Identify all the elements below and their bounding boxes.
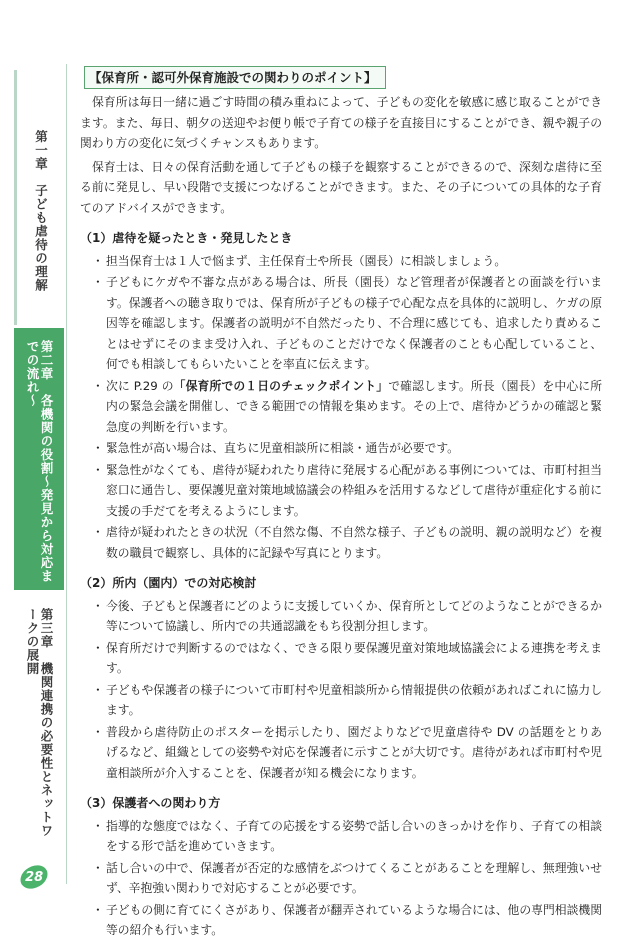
chapter-tab-2-active[interactable] (14, 328, 64, 590)
list-item: ・ 話し合いの中で、保護者が否定的な感情をぶつけてくることがあることを理解し、無理強いせず、辛抱強い関わりで対応することが必要です。 (96, 858, 602, 899)
list-item: ・ 担当保育士は１人で悩まず、主任保育士や所長（園長）に相談しましょう。 (96, 251, 602, 272)
section-heading: （2）所内（園内）での対応検討 (80, 576, 257, 590)
list-item: ・ 指導的な態度ではなく、子育ての応援をする姿勢で話し合いのきっかけを作り、子育ての相談をする形で話を進めていきます。 (96, 816, 602, 857)
chapter-tab-1[interactable] (14, 70, 64, 325)
chapter-tab-3[interactable] (14, 600, 64, 845)
list-item: ・ 普段から虐待防止のポスターを掲示したり、園だよりなどで児童虐待や DV の話題をとりあげるなど、組織としての姿勢や対応を保護者に示すことが大切です。虐待があれば市町村や児童相談所が介入することを、保護者が知る機会になります。 (96, 722, 602, 784)
chapter-tab-label: 第一章 子ども虐待の理解 (33, 130, 49, 292)
list-item: ・ 保育所だけで判断するのではなく、できる限り要保護児童対策地域協議会による連携を考えます。 (96, 638, 602, 679)
page-number-leaf-icon (18, 863, 50, 890)
margin-guide-line (66, 64, 67, 884)
section-title-box: 【保育所・認可外保育施設での関わりのポイント】 (84, 66, 386, 89)
page-content (80, 66, 602, 942)
section-heading: （1）虐待を疑ったとき・発見したとき (80, 231, 293, 245)
intro-paragraph: 保育所は毎日一緒に過ごす時間の積み重ねによって、子どもの変化を敏感に感じ取ることができます。また、毎日、朝夕の送迎やお便り帳で子育ての様子を直接目にすることができ、親や親子の関わり方の変化に気づくチャンスもあります。 (80, 95, 602, 150)
bullet-list (96, 251, 602, 564)
list-item: ・ 緊急性がなくても、虐待が疑われたり虐待に発展する心配がある事例については、市町村担当窓口に通告し、要保護児童対策地域協議会の枠組みを活用するなどして虐待が重症化する前に支援の手だてを考えるようにします。 (96, 460, 602, 522)
bullet-list (96, 596, 602, 784)
list-item: ・ 子どもや保護者の様子について市町村や児童相談所から情報提供の依頼があればこれに協力します。 (96, 680, 602, 721)
list-item: ・ 緊急性が高い場合は、直ちに児童相談所に相談・通告が必要です。 (96, 438, 602, 459)
chapter-tab-label: 第二章 各機関の役割〜発見から対応までの流れ〜 (25, 340, 54, 583)
list-item: ・ 子どもの側に育てにくさがあり、保護者が翻弄されているような場合には、他の専門相談機関等の紹介も行います。 (96, 900, 602, 941)
list-item: ・ 今後、子どもと保護者にどのように支援していくか、保育所としてどのようなことができるか等について協議し、所内での共通認識をもち役割分担します。 (96, 596, 602, 637)
chapter-tab-label: 第三章 機関連携の必要性とネットワークの展開 (25, 608, 54, 838)
bullet-list (96, 816, 602, 941)
section-heading: （3）保護者への関わり方 (80, 796, 221, 810)
list-item: ・ 子どもにケガや不審な点がある場合は、所長（園長）など管理者が保護者との面談を行います。保護者への聴き取りでは、保育所が子どもの様子で心配な点を具体的に説明し、ケガの原因等を確認します。保護者の説明が不自然だったり、不合理に感じても、追求したり責めることはせずにそのまま受け入れ、子どものことだけでなく保護者のことも心配していること、何でも相談してもらいたいことを率直に伝えます。 (96, 272, 602, 375)
intro-paragraph: 保育士は、日々の保育活動を通して子どもの様子を観察することができるので、深刻な虐待に至る前に発見し、早い段階で支援につなげることができます。また、その子についての具体的な子育てのアドバイスができます。 (80, 159, 602, 215)
checkpoint-reference: 「保育所での１日のチェックポイント」 (173, 378, 389, 393)
list-item: ・ 次に P.29 の「保育所での１日のチェックポイント」で確認します。所長（園長）を中心に所内の緊急会議を開催し、できる範囲での情報を集めます。その上で、虐待かどうかの確認と緊急度の判断を行います。 (96, 376, 602, 438)
list-item: ・ 虐待が疑われたときの状況（不自然な傷、不自然な様子、子どもの説明、親の説明など）を複数の職員で観察し、具体的に記録や写真にとります。 (96, 522, 602, 563)
page-number: 28 (24, 869, 44, 885)
